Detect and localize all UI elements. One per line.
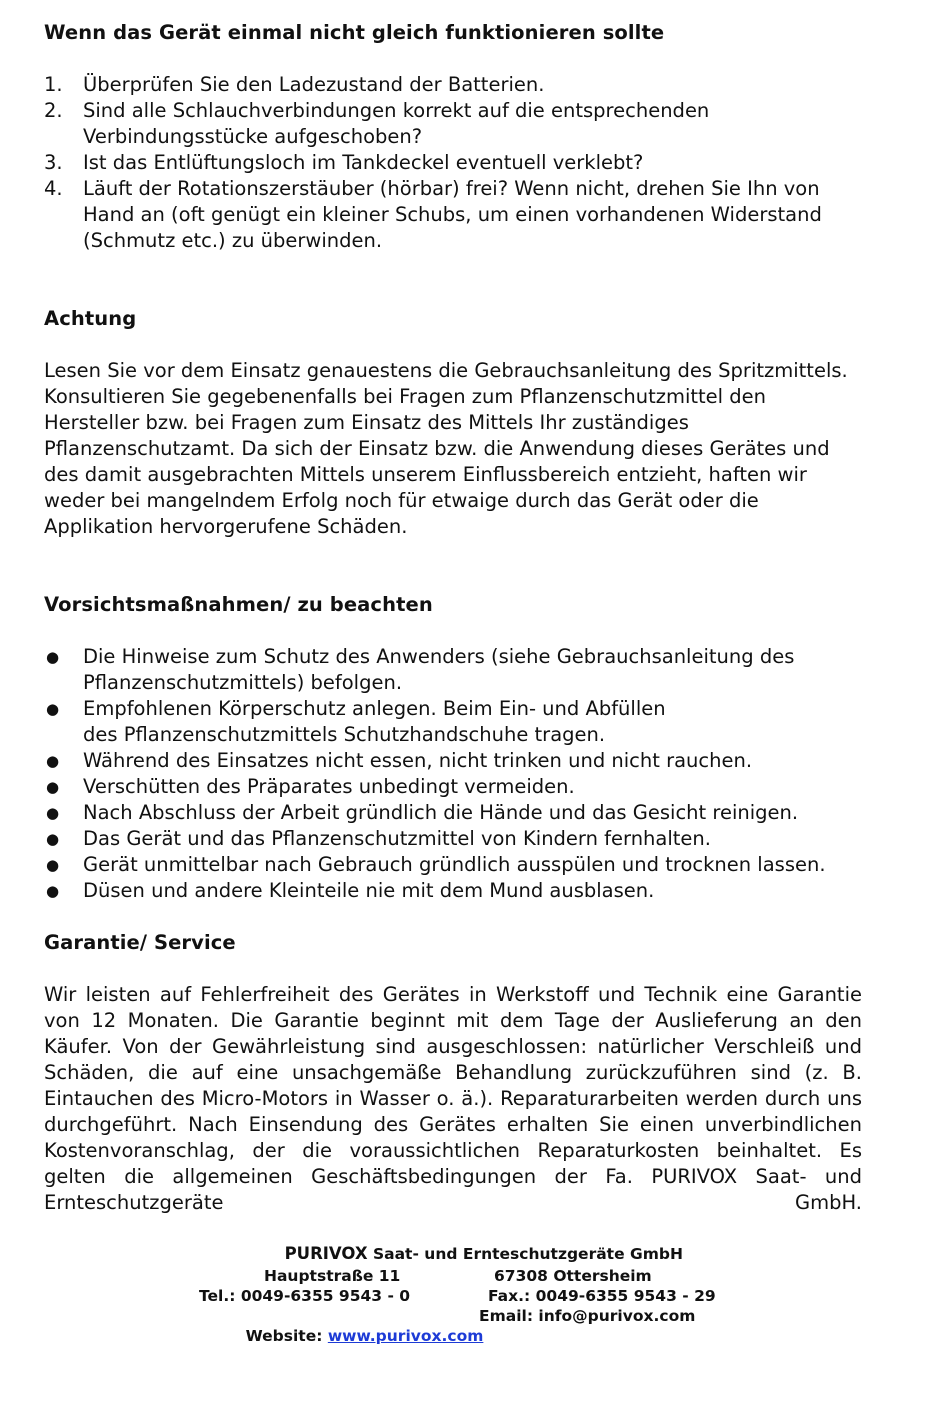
list-item: 3. Ist das Entlüftungsloch im Tankdeckel eventuell verklebt? — [44, 151, 644, 174]
website-link[interactable]: www.purivox.com — [327, 1327, 484, 1345]
list-item: 1. Überprüfen Sie den Ladezustand der Batterien. — [44, 73, 545, 96]
list-item: ● Verschütten des Präparates unbedingt vermeiden. — [46, 775, 575, 798]
email: Email: info@purivox.com — [479, 1307, 696, 1325]
list-item: 2. Sind alle Schlauchverbindungen korrekt auf die entsprechenden Verbindungsstücke aufgeschoben? — [44, 99, 710, 148]
list-item: ● Nach Abschluss der Arbeit gründlich die Hände und das Gesicht reinigen. — [46, 801, 799, 824]
company-name: PURIVOX Saat- und Ernteschutzgeräte GmbH — [284, 1244, 683, 1263]
city-address: 67308 Ottersheim — [494, 1267, 652, 1285]
telephone: Tel.: 0049-6355 9543 - 0 — [199, 1287, 411, 1305]
precautions-list — [44, 644, 864, 904]
list-item: ● Während des Einsatzes nicht essen, nicht trinken und nicht rauchen. — [46, 749, 753, 772]
precautions-heading: Vorsichtsmaßnahmen/ zu beachten — [44, 593, 433, 616]
list-item: 4. Läuft der Rotationszerstäuber (hörbar) frei? Wenn nicht, drehen Sie Ihn von Hand an (oft genügt ein kleiner Schubs, um einen vorhandenen Widerstand (Schmutz etc.) zu überwinden. — [44, 177, 822, 252]
warranty-heading: Garantie/ Service — [44, 931, 236, 954]
fax: Fax.: 0049-6355 9543 - 29 — [488, 1287, 716, 1305]
list-item: ● Gerät unmittelbar nach Gebrauch gründlich ausspülen und trocknen lassen. — [46, 853, 826, 876]
warning-paragraph: Lesen Sie vor dem Einsatz genauestens die Gebrauchsanleitung des Spritzmittels. Konsultieren Sie gegebenenfalls bei Fragen zum Pflanzenschutzmittel den Hersteller bzw. bei Fragen zum Einsatz des Mittels Ihr zuständiges Pflanzenschutzamt. Da sich der Einsatz bzw. die Anwendung dieses Gerätes und des damit ausgebrachten Mittels unserem Einflussbereich entzieht, haften wir weder bei mangelndem Erfolg noch für etwaige durch das Gerät oder die Applikation hervorgerufene Schäden. — [44, 359, 848, 538]
warranty-paragraph: Wir leisten auf Fehlerfreiheit des Gerätes in Werkstoff und Technik eine Garantie von 12 Monaten. Die Garantie beginnt mit dem Tage der Auslieferung an den Käufer. Von der Gewährleistung sind ausgeschlossen: natürlicher Verschleiß und Schäden, die auf eine unsachgemäße Behandlung zurückzuführen sind (z. B. Eintauchen des Micro-Motors in Wasser o. ä.). Reparaturarbeiten werden durch uns durchgeführt. Nach Einsendung des Gerätes erhalten Sie einen unverbindlichen Kostenvoranschlag, der die voraussichtlichen Reparaturkosten beinhaltet. Es gelten die allgemeinen Geschäftsbedingungen der Fa. PURIVOX Saat- und Ernteschutzgeräte GmbH. — [44, 983, 862, 1214]
list-item: ● Das Gerät und das Pflanzenschutzmittel von Kindern fernhalten. — [46, 827, 711, 850]
street-address: Hauptstraße 11 — [264, 1267, 401, 1285]
troubleshooting-list — [44, 72, 864, 254]
list-item: ● Die Hinweise zum Schutz des Anwenders (siehe Gebrauchsanleitung des Pflanzenschutzmittels) befolgen. — [46, 645, 795, 694]
list-item: ● Empfohlenen Körperschutz anlegen. Beim Ein- und Abfüllen des Pflanzenschutzmittels Schutzhandschuhe tragen. — [46, 697, 666, 746]
list-item: ● Düsen und andere Kleinteile nie mit dem Mund ausblasen. — [46, 879, 655, 902]
document-page — [44, 20, 864, 1216]
website: Website: www.purivox.com — [245, 1327, 484, 1345]
warning-heading: Achtung — [44, 307, 137, 330]
troubleshooting-heading: Wenn das Gerät einmal nicht gleich funktionieren sollte — [44, 21, 665, 44]
